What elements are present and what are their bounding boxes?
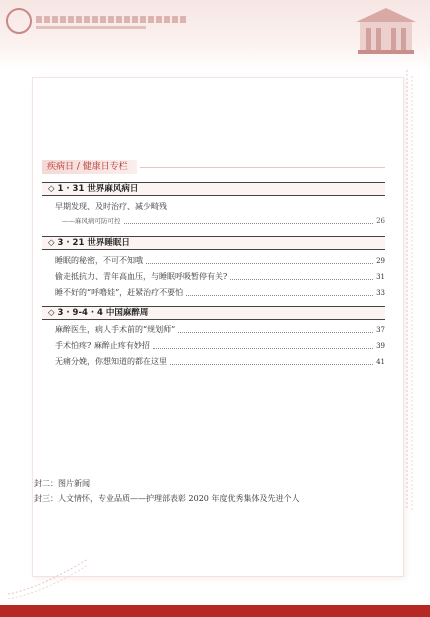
toc-entry-page: 31 [376,273,385,281]
toc-entry-subtitle[interactable] [62,214,385,226]
column-tag: 疾病日 / 健康日专栏 [42,160,137,174]
section-heading-anesthesia-week: ◇ 3 · 9-4 · 4 中国麻醉周 [42,306,385,320]
toc-entry-page: 39 [376,342,385,350]
leader-dots [230,279,373,280]
toc-entry[interactable] [55,286,385,298]
toc-entry-title: 无痛分娩，你想知道的都在这里 [55,357,167,366]
toc-entry-page: 41 [376,358,385,366]
toc-entry[interactable] [55,323,385,335]
hospital-name-logotype [36,16,186,23]
section-heading-leprosy-day: ◇ 1 · 31 世界麻风病日 [42,182,385,196]
toc-entry[interactable] [55,355,385,367]
section-heading-sleep-day: ◇ 3 · 21 世界睡眠日 [42,236,385,250]
leader-dots [170,364,373,365]
building-icon [354,4,418,56]
hospital-name-logotype-sub [36,26,146,29]
toc-entry-title: 手术怕疼? 麻醉止疼有妙招 [55,341,150,350]
leader-dots [153,348,373,349]
toc-entry-title: 睡眠的秘密，不可不知哦 [55,256,143,265]
toc-entry-title: 睡不好的“呼噜娃”，赶紧治疗不要怕 [55,288,184,297]
toc-entry[interactable] [55,270,385,282]
toc-entry-title: 偷走抵抗力、青年高血压，与睡眠呼吸暂停有关? [55,272,228,281]
leader-dots [178,332,373,333]
toc-entry-title: 早期发现、及时治疗、减少畸残 [55,202,167,211]
footer-band [0,605,430,617]
toc-entry-page: 33 [376,289,385,297]
leader-dots [186,295,373,296]
toc-entry[interactable] [55,200,385,212]
toc-entry-page: 37 [376,326,385,334]
toc-entry-title: 麻醉医生，病人手术前的“规划师” [55,325,176,334]
decorative-dot-pattern [8,549,88,599]
toc-entry-page: 29 [376,257,385,265]
leader-dots [124,223,374,224]
toc-entry-page: 26 [376,217,385,225]
cover-note-inside-back: 封三：人文情怀，专业品质——护理部表彰 2020 年度优秀集体及先进个人 [34,494,300,503]
toc-entry-title: ——麻风病可防可控 [62,217,121,225]
hospital-logo-icon [6,8,32,34]
toc-entry[interactable] [55,254,385,266]
cover-note-inside-front: 封二：图片新闻 [34,479,90,488]
leader-dots [146,263,373,264]
toc-entry[interactable] [55,339,385,351]
column-divider [140,167,385,168]
